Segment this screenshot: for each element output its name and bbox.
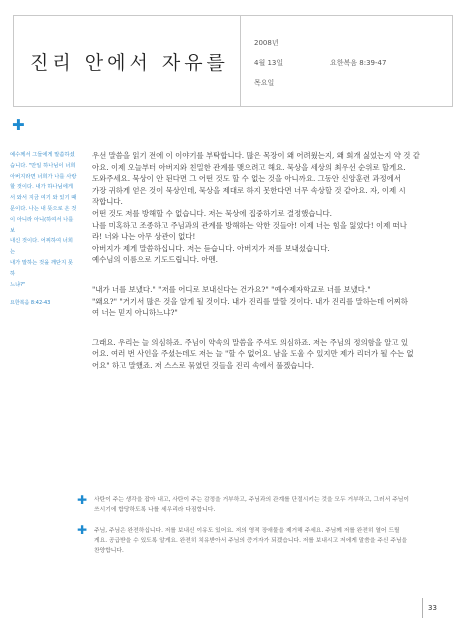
sidebar-line: 문이다. 나는 내 뜻으로 온 것 [10,205,77,212]
note-line: 찬양합니다. [94,548,124,554]
body-line: 라! 너와 나는 아무 상관이 없다! [92,232,196,242]
sidebar-reference: 요한복음 8:42-43 [10,300,51,307]
note-line: 쓰시기에 합당하도록 나를 세우리라 다짐합니다. [94,507,216,513]
sidebar-line: 습니다. "만일 하나님이 너희 [10,162,76,169]
body-line: 우선 말씀을 읽기 전에 이 이야기를 부탁합니다. 많은 목장이 왜 어려웠는지, 왜 회개 싫었는지 약 것 같 [92,151,420,160]
sidebar-verse [10,150,78,309]
sidebar-line: 예수께서 그들에게 말씀하셨 [10,152,75,158]
meta-weekday: 목요일 [254,79,275,87]
page-title: 진리 안에서 자유를 [30,52,229,74]
body-line: 그래요. 우리는 늘 의심하죠. 주님이 약속의 말씀을 주셔도 의심하죠. 저는 주님의 정의함을 알고 있 [92,337,409,347]
body-line: 어떤 것도 저를 방해할 수 없습니다. 저는 묵상에 집중하기로 결정했습니다. [92,208,333,218]
note-2 [94,526,434,556]
page-number-rule [422,598,423,618]
scripture-reference: 요한복음 8:39-47 [330,59,387,67]
body-line: 나를 미혹하고 조종하고 주님과의 관계를 방해하는 악한 것들아! 이제 너는 힘을 잃었다! 이제 떠나 [92,220,407,230]
body-line: "내가 너를 보냈다." "저를 어디로 보내신다는 건가요?" "예수제자학교로 너를 보냈다." [92,284,371,294]
body-line: 도와주세요. 묵상이 안 된다면 그 어떤 것도 할 수 없는 것을 아니까요. 그동안 신앙훈련 과정에서 [92,174,401,184]
paragraph-2 [92,208,442,266]
plus-icon: ✚ [77,523,88,537]
body-line: 예수님의 이름으로 기도드립니다. 아멘. [92,255,218,265]
paragraph-3 [92,337,442,372]
sidebar-line: 아버지라면 너희가 나를 사랑 [10,173,77,180]
dialogue [92,284,442,319]
note-line: 게요. 공급받을 수 있도록 알게요. 완전히 치유받아서 주님의 증거자가 되겠습니다. 저를 보내시고 저에게 말씀을 주신 주님을 [94,538,408,544]
body-line: 가장 귀하게 얻은 것이 묵상인데, 묵상을 제대로 하지 못한다면 너무 속상할 것 같아요. 자, 이제 시 [92,185,406,195]
sidebar-line: 내가 말하는 것을 깨닫지 못하 [10,259,74,277]
note-line: 주님, 주님은 완전하십니다. 저를 보내신 이유도 있어요. 저의 영적 장애물을 제거해 주세요. 주님께 저를 완전히 열어 드릴 [94,528,400,534]
sidebar-line: 이 아니라 아니(하여서 나를 보 [10,216,74,234]
sidebar-line: 할 것이다. 내가 하나님에게 [10,184,74,191]
page-number: 33 [428,604,437,612]
body-line: 작합니다. [92,197,123,207]
main-body [92,150,442,372]
note-line: 사탄이 주는 생각을 잡아 내고, 사탄이 주는 감정을 거부하고, 주님과의 관계를 단절시키는 것을 모두 거부하고, 그러서 주님이 [94,497,410,503]
meta-year: 2008년 [254,39,279,47]
sidebar-line: 느냐?" [10,281,26,288]
body-line: "왜요?" "거기서 많은 것을 알게 될 것이다. 내가 진리를 말할 것이다. 내가 진리를 말하는데 어찌하 [92,296,408,306]
body-line: 아버지가 제게 말씀하십니다. 저는 듣습니다. 아버지가 저를 보내셨습니다. [92,243,330,253]
body-line: 여 너는 믿지 아니하느냐?" [92,308,178,318]
body-line: 어요" 하고 말했죠. 저 스스로 묶였던 것들을 진리 속에서 풀겠습니다. [92,360,315,370]
body-line: 어요. 여러 번 사인을 주셨는데도 저는 늘 "할 수 없어요. 남을 도울 수 있지만 제가 리더가 될 수는 없 [92,349,414,359]
header-divider [240,15,241,107]
plus-icon: ✚ [77,493,88,507]
body-line: 아요. 이제 오늘부터 아버지와 친밀한 관계를 맺으려고 해요. 묵상을 세상의 최우선 순위로 할게요. [92,162,406,172]
sidebar-line: 내신 것이다. 어찌하여 너희는 [10,238,74,256]
note-1 [94,495,434,515]
plus-icon: ✚ [12,116,25,134]
sidebar-line: 서 와서 지금 여기 와 있기 때 [10,195,77,202]
paragraph-1 [92,150,442,208]
meta-date: 4월 13일 [254,59,284,67]
